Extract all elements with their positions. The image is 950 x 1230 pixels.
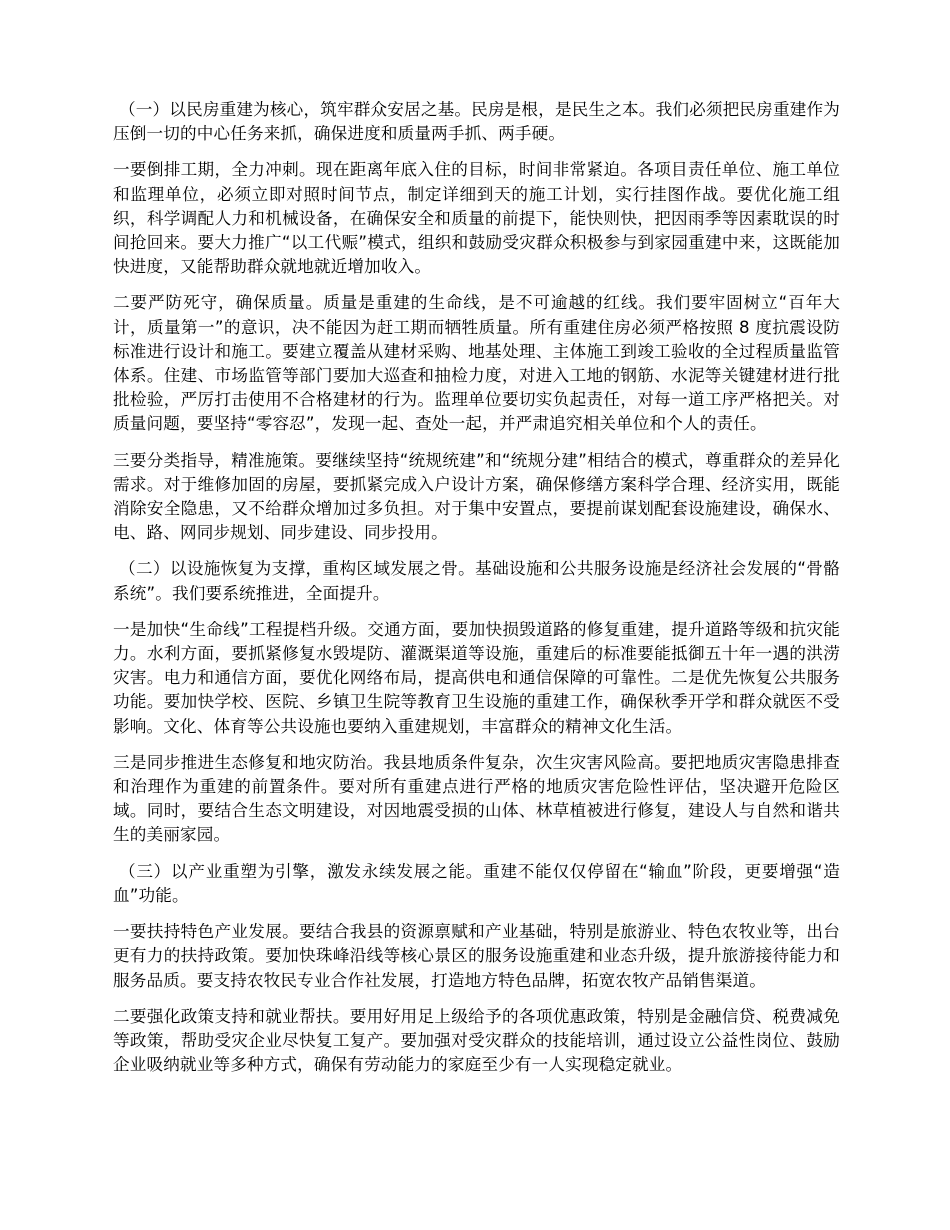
paragraph-quality-control: 二要严防死守，确保质量。质量是重建的生命线，是不可逾越的红线。我们要牢固树立“百年大计，质量第一”的意识，决不能因为赶工期而牺牲质量。所有重建住房必须严格按照 8 度抗震设防标准进行设计和施工。要建立覆盖从建材采购、地基处理、主体施工到竣工验收的全过程质量监管体系。住建、市场监管等部门要加大巡查和抽检力度，对进入工地的钢筋、水泥等关键建材进行批批检验，严厉打击使用不合格建材的行为。监理单位要切实负起责任，对每一道工序严格把关。对质量问题，要坚持“零容忍”，发现一起、查处一起，并严肃追究相关单位和个人的责任。 — [113, 293, 840, 434]
section-one-heading: （一）以民房重建为核心，筑牢群众安居之基。民房是根，是民生之本。我们必须把民房重建作为压倒一切的中心任务来抓，确保进度和质量两手抓、两手硬。 — [113, 100, 840, 144]
section-two-heading: （二）以设施恢复为支撑，重构区域发展之骨。基础设施和公共服务设施是经济社会发展的“骨骼系统”。我们要系统推进，全面提升。 — [113, 559, 840, 603]
paragraph-policy-employment: 二要强化政策支持和就业帮扶。要用好用足上级给予的各项优惠政策，特别是金融信贷、税费减免等政策，帮助受灾企业尽快复工复产。要加强对受灾群众的技能培训，通过设立公益性岗位、鼓励企业吸纳就业等多种方式，确保有劳动能力的家庭至少有一人实现稳定就业。 — [113, 1006, 840, 1075]
section-three-heading: （三）以产业重塑为引擎，激发永续发展之能。重建不能仅仅停留在“输血”阶段，更要增强“造血”功能。 — [113, 861, 840, 905]
paragraph-schedule-sprint: 一要倒排工期，全力冲刺。现在距离年底入住的目标，时间非常紧迫。各项目责任单位、施工单位和监理单位，必须立即对照时间节点，制定详细到天的施工计划，实行挂图作战。要优化施工组织，科学调配人力和机械设备，在确保安全和质量的前提下，能快则快，把因雨季等因素耽误的时间抢回来。要大力推广“以工代赈”模式，组织和鼓励受灾群众积极参与到家园重建中来，这既能加快进度，又能帮助群众就地就近增加收入。 — [113, 160, 840, 277]
paragraph-eco-restoration: 三是同步推进生态修复和地灾防治。我县地质条件复杂，次生灾害风险高。要把地质灾害隐患排查和治理作为重建的前置条件。要对所有重建点进行严格的地质灾害危险性评估，坚决避开危险区域。同时，要结合生态文明建设，对因地震受损的山体、林草植被进行修复，建设人与自然和谐共生的美丽家园。 — [113, 752, 840, 845]
paragraph-lifeline-upgrade: 一是加快“生命线”工程提档升级。交通方面，要加快损毁道路的修复重建，提升道路等级和抗灾能力。水利方面，要抓紧修复水毁堤防、灌溉渠道等设施，重建后的标准要能抵御五十年一遇的洪涝灾害。电力和通信方面，要优化网络布局，提高供电和通信保障的可靠性。二是优先恢复公共服务功能。要加快学校、医院、乡镇卫生院等教育卫生设施的重建工作，确保秋季开学和群众就医不受影响。文化、体育等公共设施也要纳入重建规划，丰富群众的精神文化生活。 — [113, 619, 840, 736]
paragraph-industry-support: 一要扶持特色产业发展。要结合我县的资源禀赋和产业基础，特别是旅游业、特色农牧业等，出台更有力的扶持政策。要加快珠峰沿线等核心景区的服务设施重建和业态升级，提升旅游接待能力和服务品质。要支持农牧民专业合作社发展，打造地方特色品牌，拓宽农牧产品销售渠道。 — [113, 922, 840, 990]
document-body — [113, 98, 840, 1077]
paragraph-classified-guidance: 三要分类指导，精准施策。要继续坚持“统规统建”和“统规分建”相结合的模式，尊重群众的差异化需求。对于维修加固的房屋，要抓紧完成入户设计方案，确保修缮方案科学合理、经济实用，既能消除安全隐患，又不给群众增加过多负担。对于集中安置点，要提前谋划配套设施建设，确保水、电、路、网同步规划、同步建设、同步投用。 — [113, 450, 840, 543]
